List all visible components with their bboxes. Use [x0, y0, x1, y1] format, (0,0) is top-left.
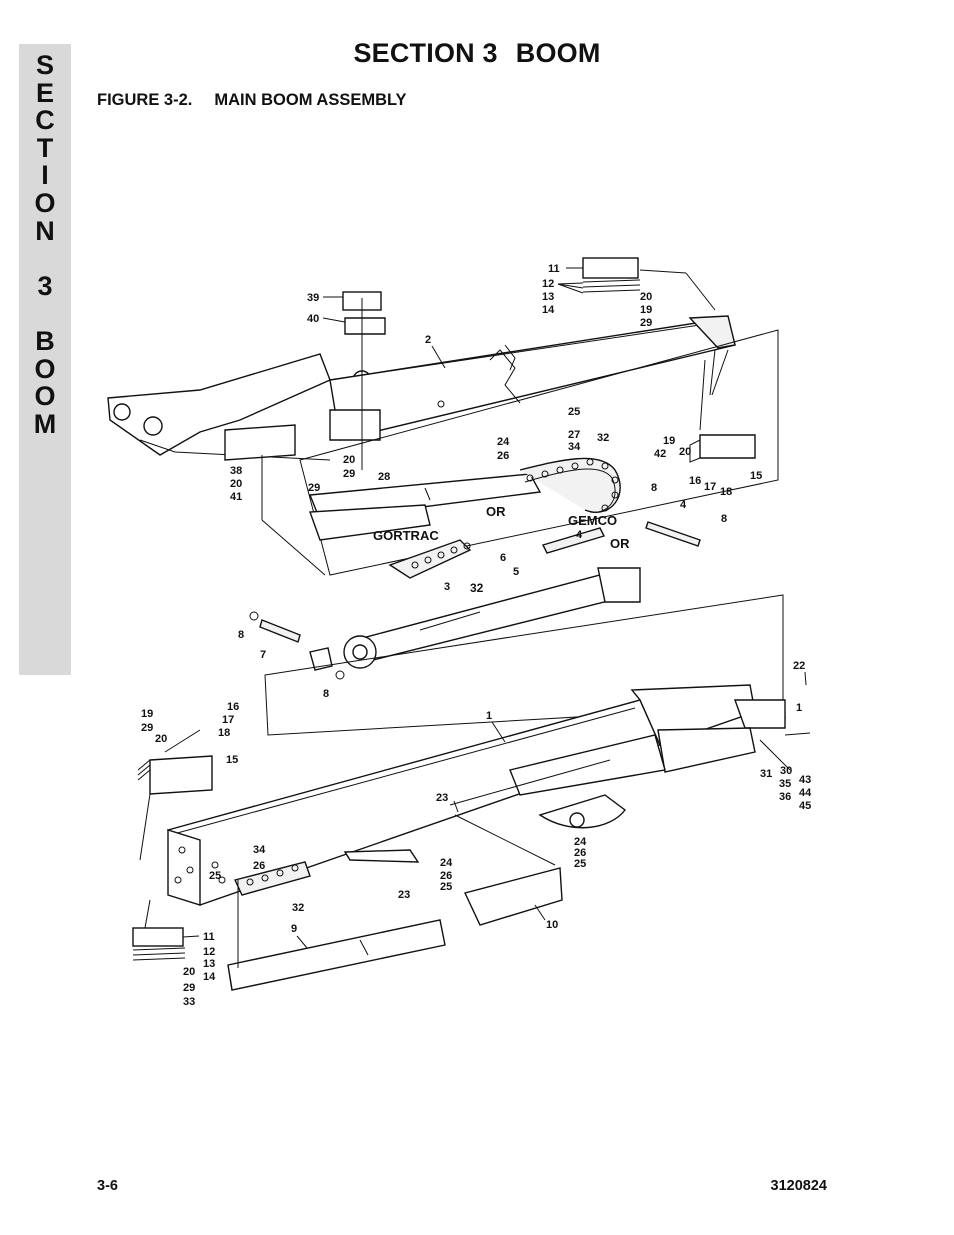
callout-11: 11: [203, 931, 215, 943]
callout-15: 15: [226, 754, 239, 766]
callout-9: 9: [291, 923, 298, 935]
callout-32: 32: [470, 581, 484, 595]
callout-30: 30: [780, 765, 793, 777]
callout-8: 8: [651, 482, 658, 494]
callout-8: 8: [238, 629, 245, 641]
side-tab-letter: O: [34, 353, 56, 384]
callout-38: 38: [230, 465, 243, 477]
callout-36: 36: [779, 791, 792, 803]
callout-20: 20: [679, 446, 692, 458]
callout-28: 28: [378, 471, 391, 483]
callout-12: 12: [203, 946, 216, 958]
callout-25: 25: [574, 858, 587, 870]
callout-20: 20: [183, 966, 196, 978]
side-tab-letter: C: [35, 105, 55, 136]
option-gemco: GEMCO: [568, 513, 618, 528]
callout-16: 16: [227, 701, 240, 713]
callout-1: 1: [486, 710, 493, 722]
side-tab-letter: 3: [37, 270, 53, 301]
callout-19: 19: [663, 435, 676, 447]
callout-26: 26: [497, 450, 510, 462]
callout-20: 20: [230, 478, 243, 490]
side-tab-letter: E: [35, 77, 54, 108]
callout-25: 25: [440, 881, 453, 893]
callout-10: 10: [546, 919, 559, 931]
callout-29: 29: [308, 482, 321, 494]
callout-32: 32: [597, 432, 610, 444]
figure-number: FIGURE 3-2.: [97, 91, 193, 109]
callout-29: 29: [183, 982, 196, 994]
callout-20: 20: [155, 733, 168, 745]
side-tab-letter: M: [33, 408, 57, 439]
callout-31: 31: [760, 768, 773, 780]
section-label: SECTION 3: [353, 38, 498, 68]
callout-44: 44: [799, 787, 812, 799]
callout-22: 22: [793, 660, 806, 672]
callout-16: 16: [689, 475, 702, 487]
side-tab-letter: O: [34, 187, 56, 218]
callout-14: 14: [203, 971, 216, 983]
callout-8: 8: [323, 688, 330, 700]
section-side-tab: [19, 44, 71, 675]
callout-3: 3: [444, 581, 451, 593]
callout-19: 19: [141, 708, 154, 720]
callout-29: 29: [640, 317, 653, 329]
fly-boom-section: [133, 595, 810, 990]
callout-11: 11: [548, 263, 560, 275]
callout-14: 14: [542, 304, 555, 316]
option-gortrac: GORTRAC: [373, 528, 439, 543]
callout-18: 18: [720, 486, 733, 498]
page-number: 3-6: [97, 1178, 118, 1194]
side-tab-letter: O: [34, 381, 56, 412]
document-number: 3120824: [770, 1178, 827, 1194]
callout-20: 20: [640, 291, 653, 303]
callout-27: 27: [568, 429, 581, 441]
callout-26: 26: [253, 860, 266, 872]
main-boom-assembly-diagram: [95, 245, 825, 1025]
callout-29: 29: [141, 722, 154, 734]
figure-title: [97, 91, 407, 110]
callout-8: 8: [721, 513, 728, 525]
callout-41: 41: [230, 491, 243, 503]
callout-24: 24: [440, 857, 453, 869]
side-tab-letter: S: [35, 50, 54, 80]
callout-42: 42: [654, 448, 667, 460]
callout-13: 13: [542, 291, 555, 303]
callout-17: 17: [704, 481, 717, 493]
side-tab-letter: I: [41, 160, 49, 191]
callout-20: 20: [343, 454, 356, 466]
callout-29: 29: [343, 468, 356, 480]
option-or-right: OR: [610, 536, 630, 551]
callout-35: 35: [779, 778, 792, 790]
figure-name: MAIN BOOM ASSEMBLY: [214, 91, 407, 109]
callout-19: 19: [640, 304, 653, 316]
callout-26: 26: [440, 870, 453, 882]
callout-24: 24: [497, 436, 510, 448]
callout-26: 26: [574, 847, 587, 859]
callout-25: 25: [568, 406, 581, 418]
callout-33: 33: [183, 996, 196, 1008]
callout-18: 18: [218, 727, 231, 739]
callout-5: 5: [513, 566, 520, 578]
side-tab-letter: B: [35, 325, 55, 356]
callout-13: 13: [203, 958, 216, 970]
callout-39: 39: [307, 292, 320, 304]
callout-12: 12: [542, 278, 555, 290]
callout-45: 45: [799, 800, 812, 812]
callout-23: 23: [398, 889, 411, 901]
callout-4: 4: [576, 529, 583, 541]
callout-24: 24: [574, 836, 587, 848]
base-boom-section: [108, 258, 778, 575]
callout-17: 17: [222, 714, 235, 726]
page-title: [0, 38, 954, 69]
callout-34: 34: [253, 844, 266, 856]
section-name: BOOM: [515, 38, 601, 68]
callout-2: 2: [425, 334, 432, 346]
callout-15: 15: [750, 470, 763, 482]
side-tab-letters: [19, 52, 71, 438]
callout-43: 43: [799, 774, 812, 786]
side-tab-letter: N: [35, 215, 55, 246]
callout-23: 23: [436, 792, 449, 804]
callout-7: 7: [260, 649, 267, 661]
callout-4: 4: [680, 499, 687, 511]
callout-40: 40: [307, 313, 320, 325]
option-or-top: OR: [486, 504, 506, 519]
callout-25: 25: [209, 870, 222, 882]
callout-6: 6: [500, 552, 507, 564]
callout-34: 34: [568, 441, 581, 453]
callout-32: 32: [292, 902, 305, 914]
side-tab-letter: T: [36, 132, 54, 163]
callout-1: 1: [796, 702, 803, 714]
